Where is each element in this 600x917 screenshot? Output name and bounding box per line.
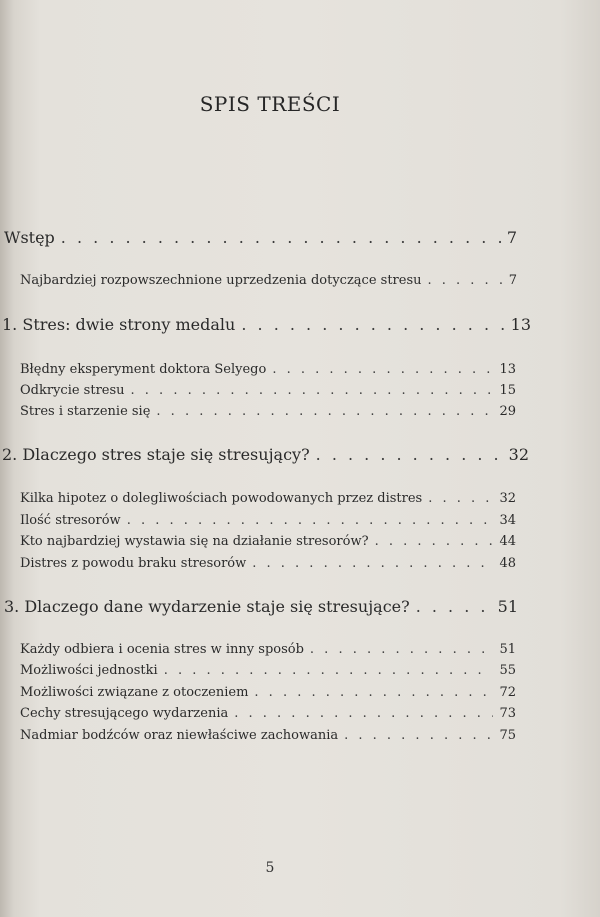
toc-entry-page: 72 <box>499 685 516 700</box>
toc-entry-page: 7 <box>506 228 517 247</box>
page-number: 5 <box>265 860 275 876</box>
toc-entry-label: Kilka hipotez o dolegliwościach powodowanych przez distres <box>20 491 423 506</box>
toc-entry-page: 15 <box>499 383 516 398</box>
toc-entry-label: Stres i starzenie się <box>20 404 151 419</box>
dot-leader <box>344 728 493 743</box>
toc-entry-page: 75 <box>499 728 516 743</box>
toc-entry <box>20 728 516 743</box>
toc-entry <box>20 706 516 721</box>
toc-entry-page: 34 <box>499 513 516 528</box>
toc-entry <box>20 663 516 678</box>
toc-entry-label: Kto najbardziej wystawia się na działanie stresorów? <box>20 534 369 549</box>
toc-entry-page: 32 <box>499 491 516 506</box>
toc-entry <box>20 273 517 288</box>
page-title: SPIS TREŚCI <box>199 92 341 116</box>
toc-entry-label: Najbardziej rozpowszechnione uprzedzenia dotyczące stresu <box>20 273 422 288</box>
toc-entry <box>20 404 516 419</box>
dot-leader <box>164 663 494 678</box>
dot-leader <box>416 597 492 616</box>
dot-leader <box>316 445 503 464</box>
toc-entry-page: 51 <box>497 597 518 616</box>
toc-entry <box>20 642 516 657</box>
toc-entry <box>20 513 516 528</box>
dot-leader <box>156 404 493 419</box>
dot-leader <box>241 315 504 334</box>
toc-entry-label: Distres z powodu braku stresorów <box>20 556 247 571</box>
toc-entry-intro <box>4 228 517 247</box>
dot-leader <box>310 642 494 657</box>
toc-entry <box>20 362 516 377</box>
dot-leader <box>272 362 493 377</box>
toc-entry-page: 13 <box>510 315 531 334</box>
toc-entry-label: Ilość stresorów <box>20 513 121 528</box>
dot-leader <box>131 383 494 398</box>
toc-chapter-label: 3. Dlaczego dane wydarzenie staje się stresujące? <box>4 597 410 616</box>
toc-entry <box>20 685 516 700</box>
toc-entry <box>20 556 516 571</box>
toc-entry-label: Każdy odbiera i ocenia stres w inny sposób <box>20 642 304 657</box>
toc-entry-page: 51 <box>499 642 516 657</box>
toc-entry-page: 44 <box>499 534 516 549</box>
dot-leader <box>375 534 494 549</box>
toc-entry-page: 73 <box>499 706 516 721</box>
toc-entry-page: 13 <box>499 362 516 377</box>
dot-leader <box>428 273 503 288</box>
toc-entry <box>20 491 516 506</box>
toc-chapter <box>2 445 529 464</box>
toc-entry-page: 29 <box>499 404 516 419</box>
dot-leader <box>254 685 493 700</box>
toc-entry-label: Możliwości jednostki <box>20 663 158 678</box>
toc-entry-label: Możliwości związane z otoczeniem <box>20 685 249 700</box>
toc-entry <box>20 534 516 549</box>
toc-entry-page: 48 <box>499 556 516 571</box>
toc-chapter-label: 2. Dlaczego stres staje się stresujący? <box>2 445 310 464</box>
dot-leader <box>234 706 493 721</box>
toc-entry-label: Wstęp <box>4 228 55 247</box>
toc-entry-label: Cechy stresującego wydarzenia <box>20 706 229 721</box>
dot-leader <box>428 491 493 506</box>
dot-leader <box>252 556 493 571</box>
toc-entry-label: Nadmiar bodźców oraz niewłaściwe zachowania <box>20 728 339 743</box>
toc-chapter <box>4 597 518 616</box>
toc-entry-label: Błędny eksperyment doktora Selyego <box>20 362 267 377</box>
toc-entry <box>20 383 516 398</box>
dot-leader <box>127 513 494 528</box>
toc-chapter <box>2 315 531 334</box>
toc-entry-label: Odkrycie stresu <box>20 383 125 398</box>
toc-entry-page: 7 <box>508 273 517 288</box>
toc-chapter-label: 1. Stres: dwie strony medalu <box>2 315 236 334</box>
toc-entry-page: 32 <box>508 445 529 464</box>
toc-entry-page: 55 <box>499 663 516 678</box>
dot-leader <box>61 228 501 247</box>
